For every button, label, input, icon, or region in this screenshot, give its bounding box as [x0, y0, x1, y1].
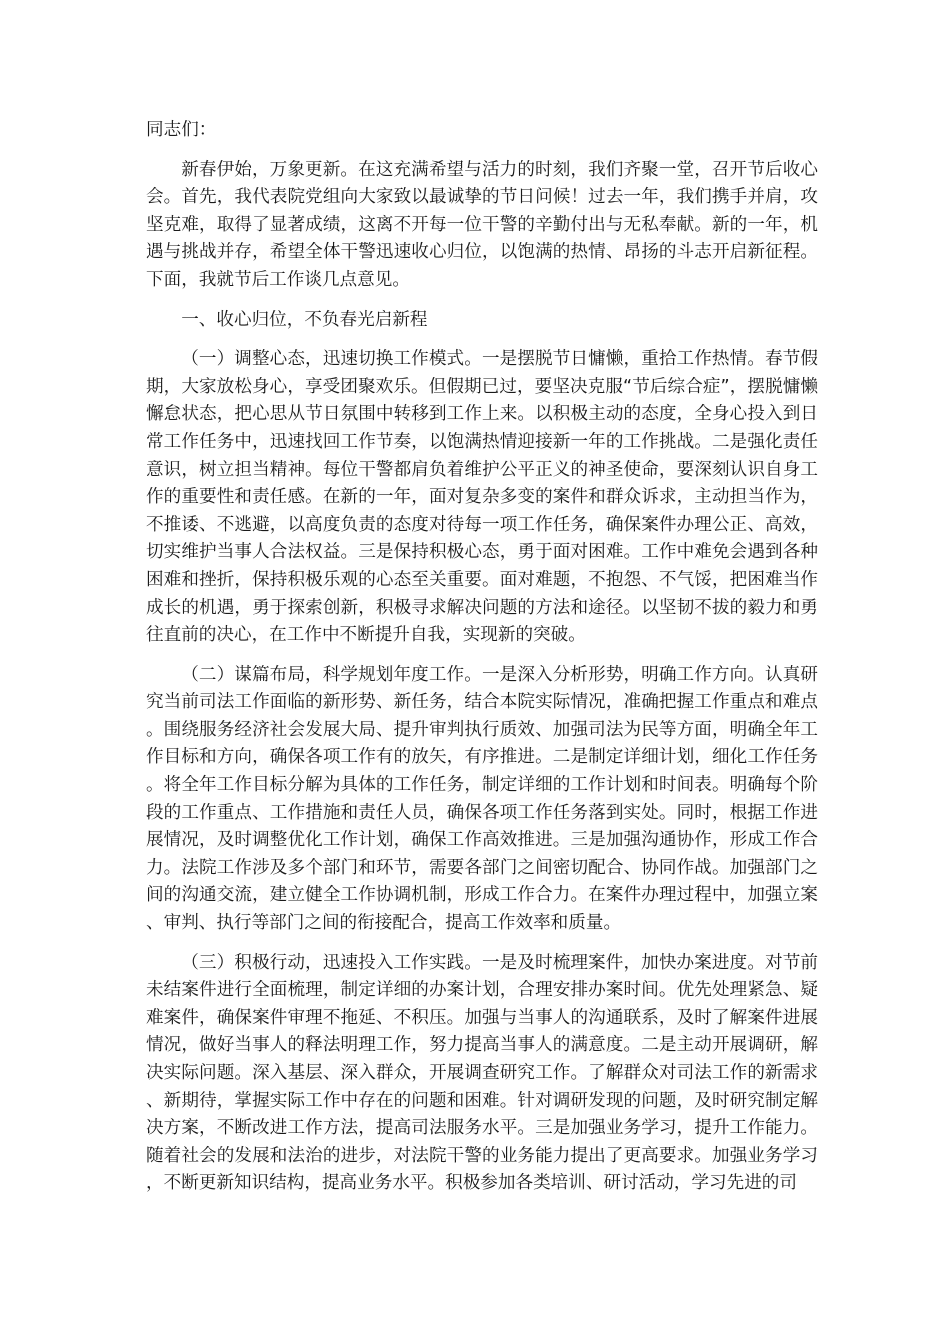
paragraph-point-2: （二）谋篇布局，科学规划年度工作。一是深入分析形势，明确工作方向。认真研究当前司法工作面临的新形势、新任务，结合本院实际情况，准确把握工作重点和难点。围绕服务经济社会发展大局、提升审判执行质效、加强司法为民等方面，明确全年工作目标和方向，确保各项工作有的放矢，有序推进。二是制定详细计划，细化工作任务。将全年工作目标分解为具体的工作任务，制定详细的工作计划和时间表。明确每个阶段的工作重点、工作措施和责任人员，确保各项工作任务落到实处。同时，根据工作进展情况，及时调整优化工作计划，确保工作高效推进。三是加强沟通协作，形成工作合力。法院工作涉及多个部门和环节，需要各部门之间密切配合、协同作战。加强部门之间的沟通交流，建立健全工作协调机制，形成工作合力。在案件办理过程中，加强立案、审判、执行等部门之间的衔接配合，提高工作效率和质量。: [146, 664, 818, 934]
paragraph-point-3: （三）积极行动，迅速投入工作实践。一是及时梳理案件，加快办案进度。对节前未结案件进行全面梳理，制定详细的办案计划，合理安排办案时间。优先处理紧急、疑难案件，确保案件审理不拖延、不积压。加强与当事人的沟通联系，及时了解案件进展情况，做好当事人的释法明理工作，努力提高当事人的满意度。二是主动开展调研，解决实际问题。深入基层、深入群众，开展调查研究工作。了解群众对司法工作的新需求、新期待，掌握实际工作中存在的问题和困难。针对调研发现的问题，及时研究制定解决方案，不断改进工作方法，提高司法服务水平。三是加强业务学习，提升工作能力。随着社会的发展和法治的进步，对法院干警的业务能力提出了更高要求。加强业务学习，不断更新知识结构，提高业务水平。积极参加各类培训、研讨活动，学习先进的司: [146, 952, 818, 1194]
intro-paragraph: 新春伊始，万象更新。在这充满希望与活力的时刻，我们齐聚一堂，召开节后收心会。首先，我代表院党组向大家致以最诚挚的节日问候！过去一年，我们携手并肩，攻坚克难，取得了显著成绩，这离不开每一位干警的辛勤付出与无私奉献。新的一年，机遇与挑战并存，希望全体干警迅速收心归位，以饱满的热情、昂扬的斗志开启新征程。下面，我就节后工作谈几点意见。: [146, 159, 818, 290]
paragraph-point-1: （一）调整心态，迅速切换工作模式。一是摆脱节日慵懒，重拾工作热情。春节假期，大家放松身心，享受团聚欢乐。但假期已过，要坚决克服“节后综合症”，摆脱慵懒懈怠状态，把心思从节日氛围中转移到工作上来。以积极主动的态度，全身心投入到日常工作任务中，迅速找回工作节奏，以饱满热情迎接新一年的工作挑战。二是强化责任意识，树立担当精神。每位干警都肩负着维护公平正义的神圣使命，要深刻认识自身工作的重要性和责任感。在新的一年，面对复杂多变的案件和群众诉求，主动担当作为，不推诿、不逃避，以高度负责的态度对待每一项工作任务，确保案件办理公正、高效，切实维护当事人合法权益。三是保持积极心态，勇于面对困难。工作中难免会遇到各种困难和挫折，保持积极乐观的心态至关重要。面对难题，不抱怨、不气馁，把困难当作成长的机遇，勇于探索创新，积极寻求解决问题的方法和途径。以坚韧不拔的毅力和勇往直前的决心，在工作中不断提升自我，实现新的突破。: [146, 349, 818, 646]
salutation: 同志们：: [146, 120, 217, 140]
document-body: [146, 117, 818, 1210]
section-heading-1: 一、收心归位，不负春光启新程: [181, 309, 428, 330]
